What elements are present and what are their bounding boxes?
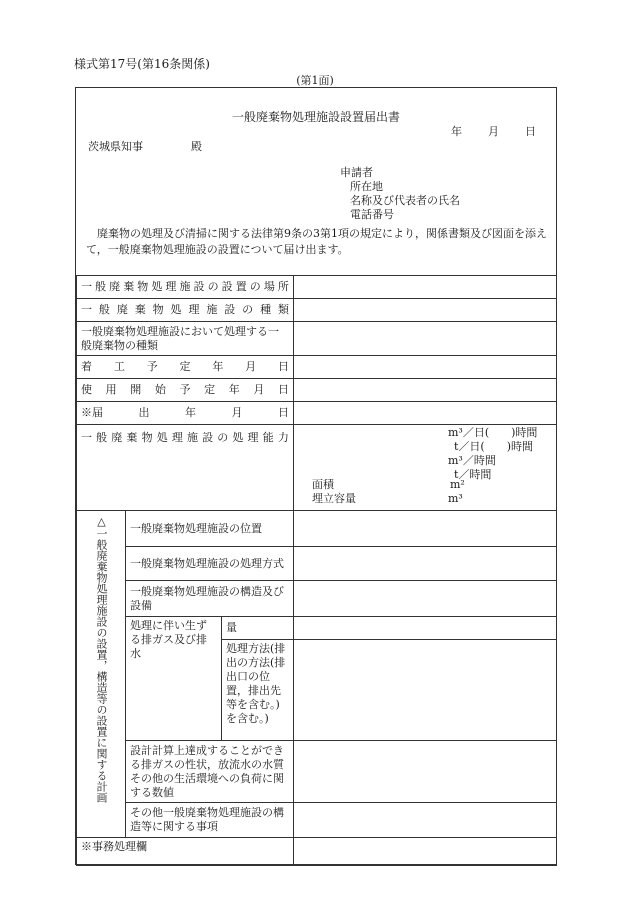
- label-char: 定: [179, 360, 191, 373]
- label-char: 処: [170, 303, 182, 316]
- label-char: 日: [277, 360, 289, 373]
- label-char: 廃: [109, 280, 121, 293]
- label-char: 用: [105, 383, 117, 396]
- label-char: 理: [247, 431, 259, 444]
- addressee-name: 茨城県知事: [88, 140, 143, 153]
- row-capacity: [77, 425, 557, 511]
- date-year: 年: [451, 125, 462, 138]
- label-char: 設: [221, 280, 233, 293]
- label-char: の: [249, 280, 261, 293]
- landfill-label: 埋立容量: [312, 492, 356, 505]
- label-char: 処: [151, 280, 163, 293]
- office-use-label: ※事務処理欄: [77, 838, 294, 866]
- capacity-unit-1: m³／日( )時間: [448, 426, 538, 439]
- row-waste-type: [77, 322, 557, 356]
- form-title: 一般廃棄物処理施設設置届出書: [231, 110, 400, 124]
- applicant-phone-label: 電話番号: [350, 208, 394, 221]
- waste-type-field[interactable]: [294, 322, 557, 356]
- construction-start-field[interactable]: [294, 356, 557, 379]
- label-char: 月: [231, 406, 243, 419]
- label-char: の: [207, 280, 219, 293]
- label-char: 設: [202, 431, 214, 444]
- label-char: 棄: [126, 431, 138, 444]
- location-label: [77, 276, 294, 299]
- label-char: ※届: [81, 406, 103, 419]
- design-values-field[interactable]: [294, 741, 557, 803]
- label-char: 物: [137, 280, 149, 293]
- label-char: 使: [81, 383, 92, 396]
- label-char: 般: [96, 431, 108, 444]
- addressee-honorific: 殿: [191, 140, 202, 153]
- declaration-text: 廃棄物の処理及び清掃に関する法律第9条の3第1項の規定により，関係書類及び図面を添えて，一般廃棄物処理施設の設置について届け出ます。: [86, 227, 547, 256]
- row-plan-design: [77, 741, 557, 803]
- label-char: 施: [206, 303, 218, 316]
- applicant-block: [340, 166, 460, 222]
- plan-structure-field[interactable]: [294, 581, 557, 617]
- label-char: 般: [98, 303, 110, 316]
- label-char: 理: [188, 303, 200, 316]
- capacity-unit-2: t／日( )時間: [454, 440, 534, 453]
- plan-method-field[interactable]: [294, 547, 557, 581]
- capacity-label: [77, 425, 294, 511]
- label-char: 予: [146, 360, 158, 373]
- label-char: 施: [186, 431, 198, 444]
- row-use-start: [77, 379, 557, 402]
- label-char: 一: [81, 431, 92, 444]
- row-plan-structure: [77, 581, 557, 617]
- capacity-unit-4: t／時間: [454, 468, 492, 481]
- label-char: 能: [262, 431, 274, 444]
- label-char: 類: [277, 303, 289, 316]
- facility-type-field[interactable]: [294, 299, 557, 322]
- emission-label: 処理に伴い生ずる排ガス及び排水: [126, 617, 222, 741]
- use-start-field[interactable]: [294, 379, 557, 402]
- label-char: の: [217, 431, 229, 444]
- plan-position-field[interactable]: [294, 511, 557, 547]
- label-char: 定: [204, 383, 216, 396]
- label-char: 設: [224, 303, 236, 316]
- label-char: 種: [260, 303, 272, 316]
- label-char: 理: [165, 280, 177, 293]
- label-char: 置: [235, 280, 247, 293]
- applicant-name-label: 名称及び代表者の氏名: [350, 194, 460, 207]
- label-char: の: [242, 303, 254, 316]
- label-char: 着: [81, 360, 92, 373]
- label-char: 物: [152, 303, 164, 316]
- label-char: 処: [232, 431, 244, 444]
- page-label: (第1面): [296, 74, 334, 87]
- label-char: 力: [277, 431, 289, 444]
- waste-type-label: 一般廃棄物処理施設において処理する一般廃棄物の種類: [77, 322, 294, 356]
- row-plan-amount: [77, 617, 557, 640]
- treatment-label: 処理方法(排出の方法(排出口の位置，排出先等を含む。)を含む。): [222, 640, 294, 741]
- label-char: 日: [278, 383, 289, 396]
- label-char: 一: [81, 280, 92, 293]
- label-char: 開: [130, 383, 142, 396]
- label-char: 年: [185, 406, 196, 419]
- amount-field[interactable]: [294, 617, 557, 640]
- label-char: 理: [171, 431, 183, 444]
- facility-type-label: [77, 299, 294, 322]
- plan-vertical-label: △一般廃棄物処理施設の設置，構造等の設置に関する計画: [95, 515, 108, 803]
- plan-method-label: 一般廃棄物処理施設の処理方式: [126, 547, 294, 581]
- label-char: 設: [193, 280, 205, 293]
- label-char: 始: [154, 383, 166, 396]
- label-char: 年: [212, 360, 224, 373]
- label-char: 工: [113, 360, 125, 373]
- area-label: 面積: [312, 478, 334, 491]
- location-field[interactable]: [294, 276, 557, 299]
- capacity-units: [448, 426, 537, 482]
- label-char: 所: [277, 280, 289, 293]
- landfill-unit: m³: [448, 492, 463, 505]
- label-char: 場: [263, 280, 275, 293]
- row-construction-start: [77, 356, 557, 379]
- date-month: 月: [488, 125, 499, 138]
- label-char: 一: [81, 303, 92, 316]
- date-line: [425, 123, 536, 139]
- row-office-use: [77, 838, 557, 866]
- label-char: 棄: [134, 303, 146, 316]
- label-char: 施: [179, 280, 191, 293]
- row-location: [77, 276, 557, 299]
- form-number: 様式第17号(第16条関係): [74, 57, 210, 71]
- office-use-field[interactable]: [294, 838, 557, 866]
- construction-start-label: [77, 356, 294, 379]
- capacity-field[interactable]: [294, 425, 557, 511]
- applicant-address-label: 所在地: [350, 180, 383, 193]
- label-char: 月: [253, 383, 265, 396]
- label-char: 棄: [123, 280, 135, 293]
- row-facility-type: [77, 299, 557, 322]
- other-matters-label: その他一般廃棄物処理施設の構造等に関する事項: [126, 803, 294, 838]
- plan-position-label: 一般廃棄物処理施設の位置: [126, 511, 294, 547]
- other-matters-field[interactable]: [294, 803, 557, 838]
- label-char: 廃: [111, 431, 123, 444]
- form-header: [76, 88, 556, 275]
- addressee: [88, 138, 202, 154]
- label-char: 廃: [116, 303, 128, 316]
- date-day: 日: [525, 125, 536, 138]
- row-notification-date: [77, 402, 557, 425]
- notification-date-label: [77, 402, 294, 425]
- form-frame: [75, 87, 557, 865]
- label-char: 出: [138, 406, 150, 419]
- row-plan-position: [77, 511, 557, 547]
- notification-date-field[interactable]: [294, 402, 557, 425]
- area-block: [312, 478, 465, 506]
- label-char: 般: [95, 280, 107, 293]
- row-plan-other: [77, 803, 557, 838]
- amount-label: 量: [222, 617, 294, 640]
- label-char: 月: [245, 360, 257, 373]
- plan-vertical-label-cell: [77, 511, 126, 838]
- label-char: 処: [156, 431, 168, 444]
- label-char: 予: [179, 383, 191, 396]
- area-unit: m²: [450, 478, 465, 491]
- label-char: 物: [141, 431, 153, 444]
- row-plan-method: [77, 547, 557, 581]
- use-start-label: [77, 379, 294, 402]
- form-table: [76, 275, 557, 866]
- design-values-label: 設計計算上達成することができる排ガスの性状，放流水の水質その他の生活環境への負荷に関する数値: [126, 741, 294, 803]
- label-char: 年: [228, 383, 240, 396]
- applicant-label: 申請者: [340, 166, 373, 179]
- capacity-unit-3: m³／時間: [448, 454, 496, 467]
- treatment-field[interactable]: [294, 640, 557, 741]
- label-char: 日: [278, 406, 289, 419]
- plan-structure-label: 一般廃棄物処理施設の構造及び設備: [126, 581, 294, 617]
